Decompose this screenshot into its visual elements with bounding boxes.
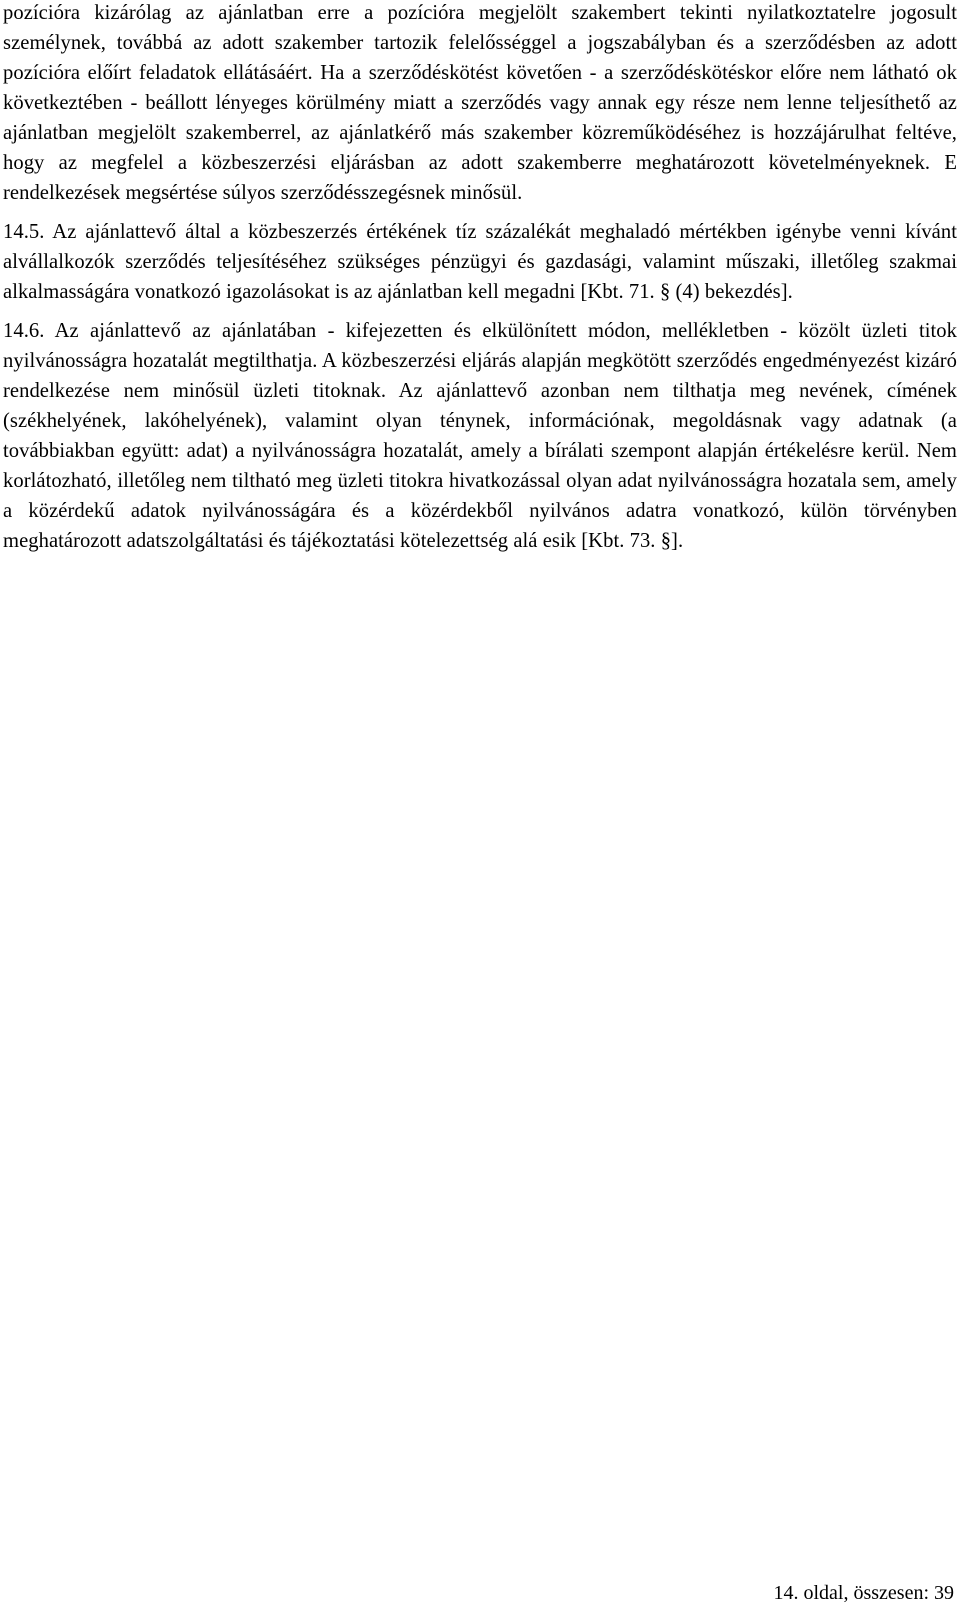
document-page [3,0,957,556]
paragraph-14-6: 14.6. Az ajánlattevő az ajánlatában - kifejezetten és elkülönített módon, mellékletben - közölt üzleti titok nyilvánosságra hozatalát megtilthatja. A közbeszerzési eljárás alapján megkötött szerződés engedményezést kizáró rendelkezése nem minősül üzleti titoknak. Az ajánlattevő azonban nem tilthatja meg nevének, címének (székhelyének, lakóhelyének), valamint olyan ténynek, információnak, megoldásnak vagy adatnak (a továbbiakban együtt: adat) a nyilvánosságra hozatalát, amely a bírálati szempont alapján értékelésre kerül. Nem korlátozható, illetőleg nem tiltható meg üzleti titokra hivatkozással olyan adat nyilvánosságra hozatala sem, amely a közérdekű adatok nyilvánosságára és a közérdekből nyilvános adatra vonatkozó, külön törvényben meghatározott adatszolgáltatási és tájékoztatási kötelezettség alá esik [Kbt. 73. §]. [3,320,957,552]
paragraph-14-4-continuation: pozícióra kizárólag az ajánlatban erre a pozícióra megjelölt szakembert tekinti nyilatkoztatelre jogosult személynek, továbbá az adott szakember tartozik felelősséggel a jogszabályban és a szerződésben az adott pozícióra előírt feladatok ellátásáért. Ha a szerződéskötést követően - a szerződéskötéskor előre nem látható ok következtében - beállott lényeges körülmény miatt a szerződés vagy annak egy része nem lenne teljesíthető az ajánlatban megjelölt szakemberrel, az ajánlatkérő más szakember közreműködéséhez is hozzájárulhat feltéve, hogy az megfelel a közbeszerzési eljárásban az adott szakemberre meghatározott követelményeknek. E rendelkezések megsértése súlyos szerződésszegésnek minősül. [3,2,957,204]
page-footer: 14. oldal, összesen: 39 [773,1582,954,1604]
paragraph-14-5: 14.5. Az ajánlattevő által a közbeszerzés értékének tíz százalékát meghaladó mértékben igénybe venni kívánt alvállalkozók szerződés teljesítéséhez szükséges pénzügyi és gazdasági, valamint műszaki, illetőleg szakmai alkalmasságára vonatkozó igazolásokat is az ajánlatban kell megadni [Kbt. 71. § (4) bekezdés]. [3,221,957,303]
